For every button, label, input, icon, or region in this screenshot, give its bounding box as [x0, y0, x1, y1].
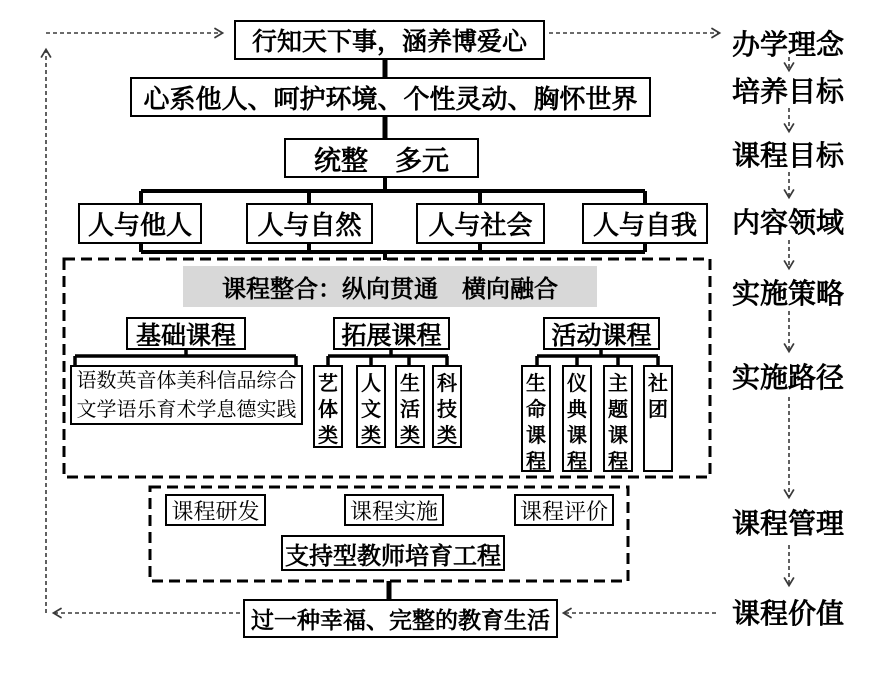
training-goal-box: 心系他人、呵护环境、个性灵动、胸怀世界 [130, 77, 651, 117]
sub-box-arts-sports: 艺体类 [313, 365, 343, 448]
strategy-banner: 课程整合：纵向贯通 横向融合 [183, 266, 597, 307]
domain-box-self: 人与自我 [582, 203, 708, 244]
side-label-management: 课程管理 [731, 507, 844, 540]
sub-box-ceremony-course: 仪典课程 [562, 365, 592, 472]
side-label-curriculum-goal: 课程目标 [731, 139, 844, 172]
teacher-program-box: 支持型教师培育工程 [281, 535, 505, 571]
sub-box-life: 生活类 [395, 365, 425, 448]
mgmt-step-evaluation: 课程评价 [514, 494, 614, 526]
basic-courses-line-1: 语数英音体美科信品综合 [76, 368, 297, 392]
side-label-strategy: 实施策略 [731, 277, 844, 310]
group-title-activity: 活动课程 [543, 317, 660, 350]
curriculum-goal-box: 统整 多元 [284, 138, 479, 178]
group-title-expanded: 拓展课程 [333, 317, 450, 350]
mgmt-step-implementation: 课程实施 [344, 494, 444, 526]
philosophy-box: 行知天下事，涵养博爱心 [234, 20, 545, 60]
domain-box-nature: 人与自然 [246, 203, 373, 244]
side-label-content-domain: 内容领域 [731, 206, 844, 239]
sub-box-club: 社团 [643, 365, 673, 472]
sub-box-life-course: 生命课程 [521, 365, 551, 472]
sub-box-humanities: 人文类 [356, 365, 386, 448]
side-label-philosophy: 办学理念 [731, 28, 844, 61]
value-box: 过一种幸福、完整的教育生活 [243, 599, 558, 638]
sub-box-technology: 科技类 [432, 365, 462, 448]
group-title-basic: 基础课程 [126, 317, 246, 350]
side-label-value: 课程价值 [731, 597, 844, 630]
basic-courses-detail-box [70, 365, 303, 425]
domain-box-others: 人与他人 [78, 203, 202, 244]
domain-box-society: 人与社会 [416, 203, 545, 244]
side-label-training-goal: 培养目标 [731, 75, 844, 108]
basic-courses-line-2: 文学语乐育术学息德实践 [76, 397, 297, 421]
side-label-path: 实施路径 [731, 361, 844, 394]
sub-box-theme-course: 主题课程 [603, 365, 633, 472]
mgmt-step-research: 课程研发 [165, 494, 266, 526]
